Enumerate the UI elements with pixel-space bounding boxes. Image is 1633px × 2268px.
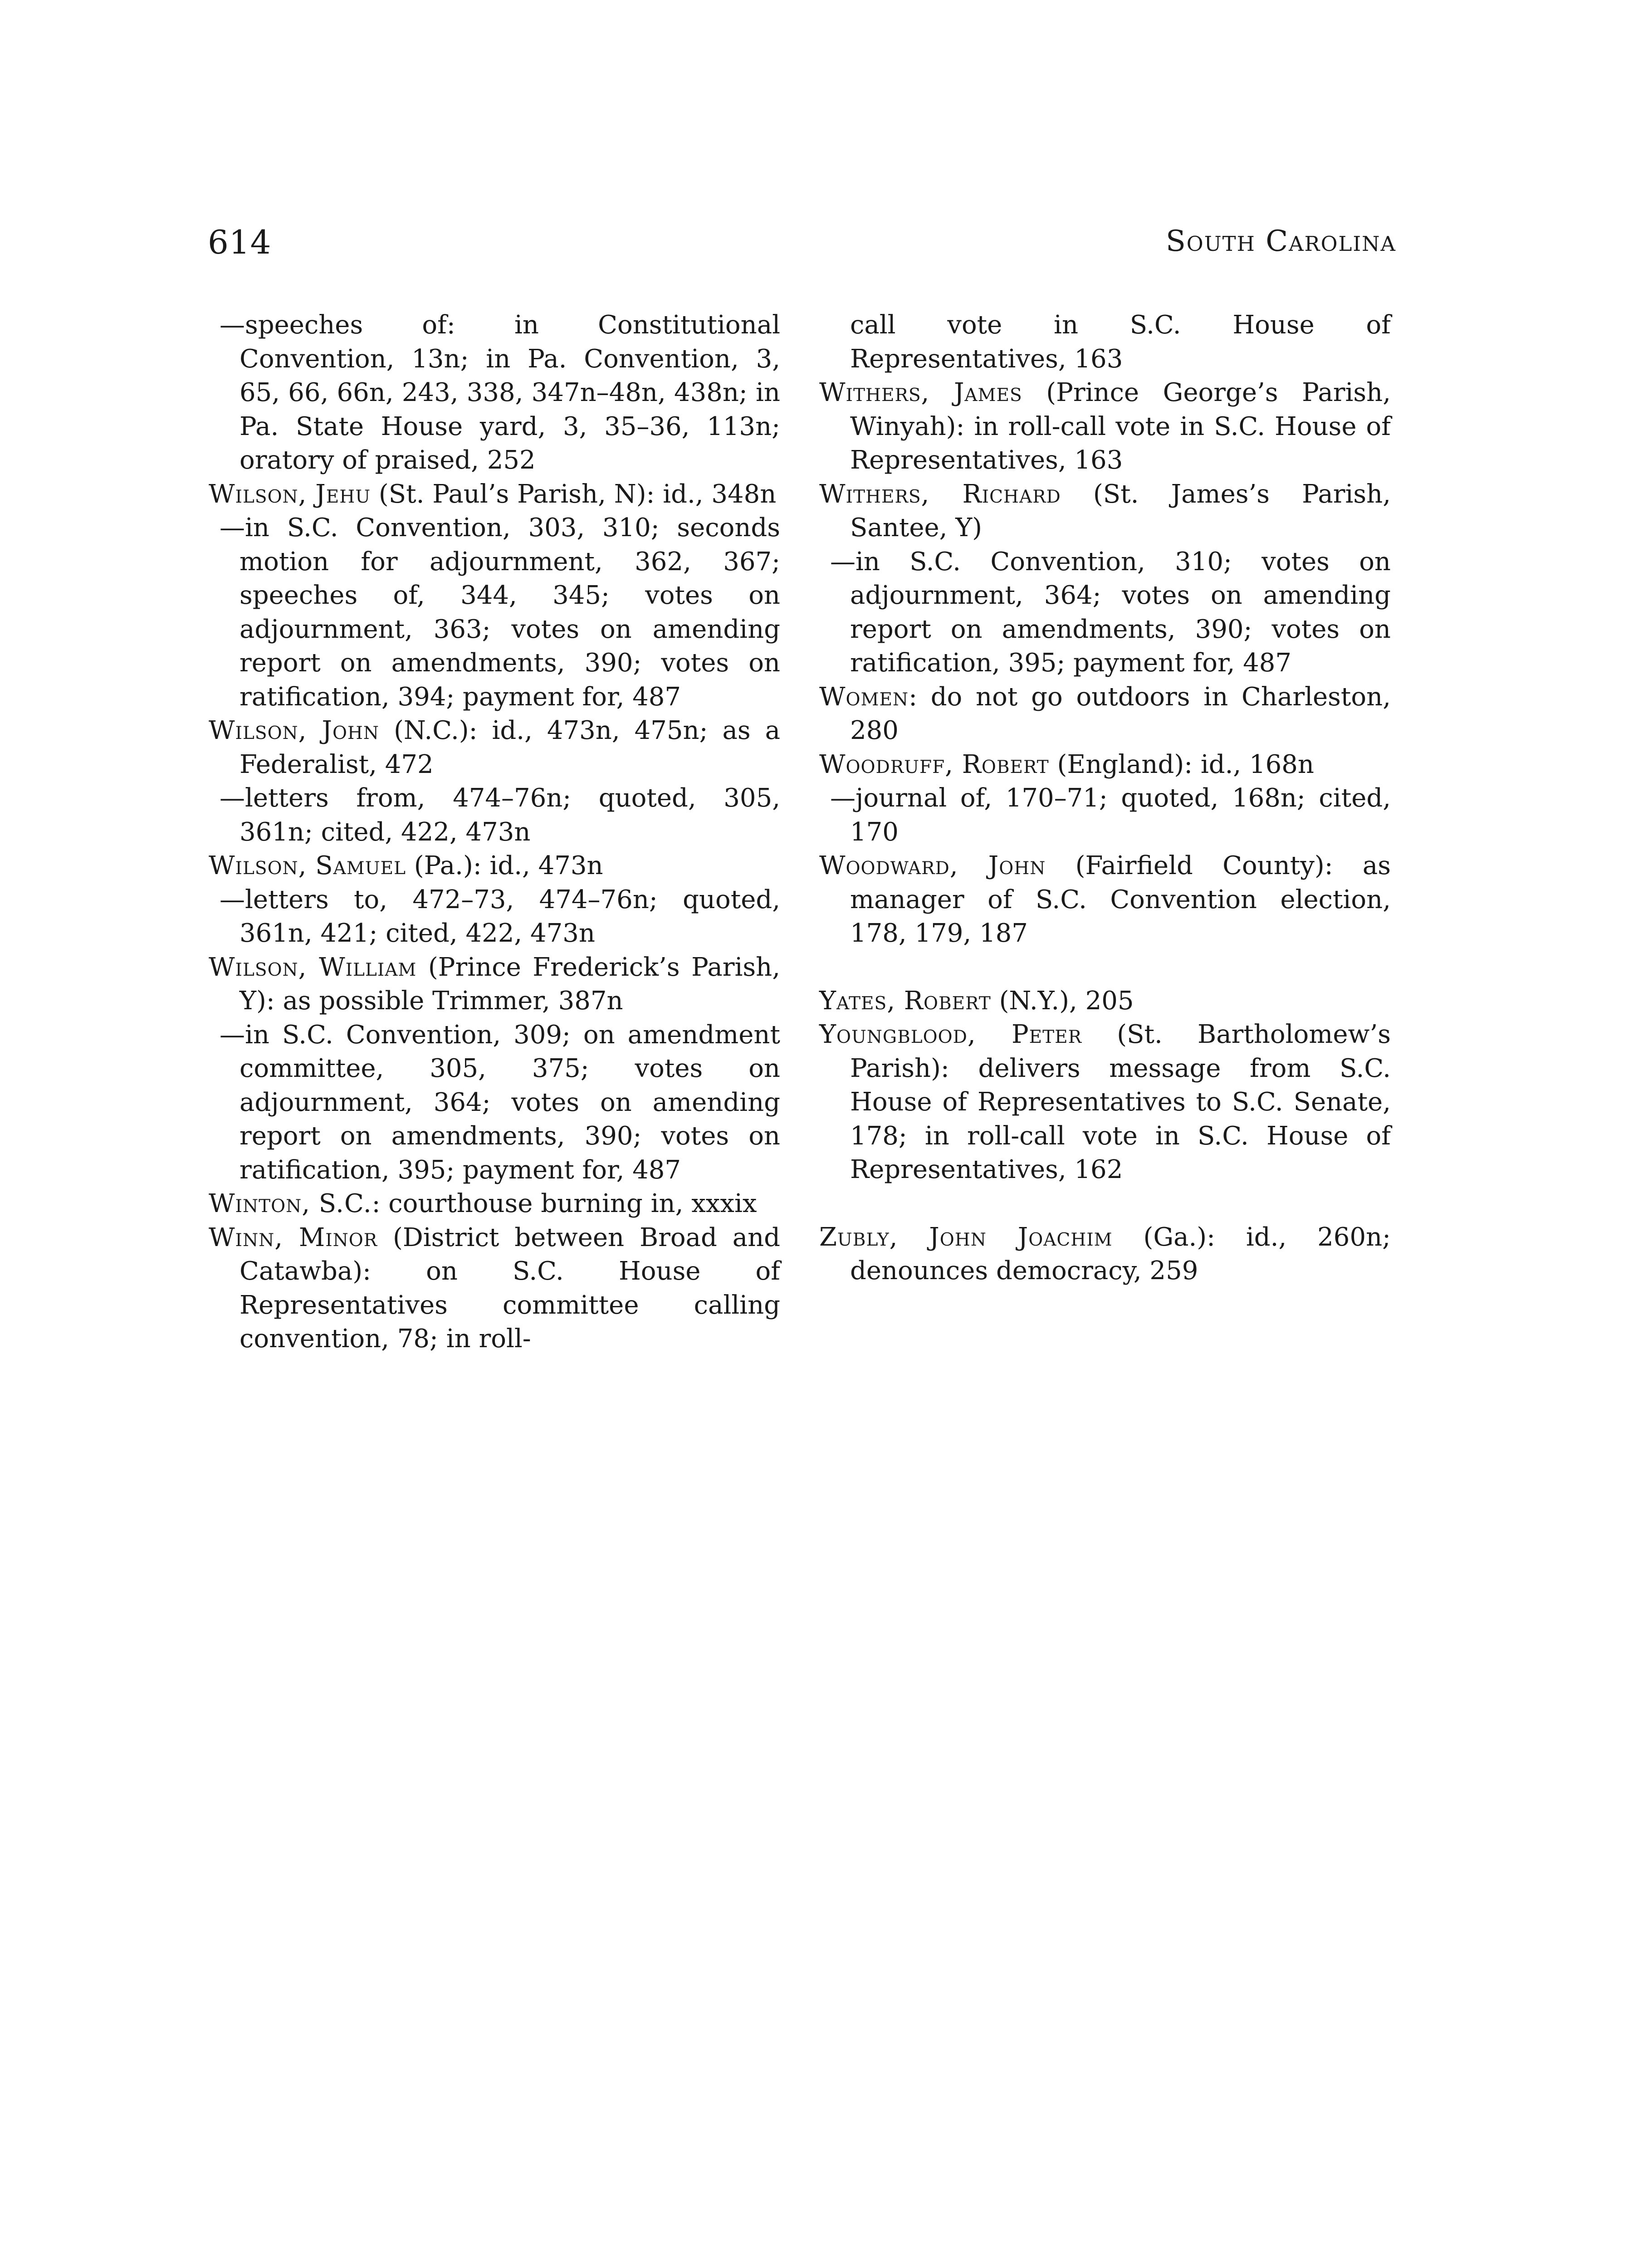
entry-text: —in S.C. Convention, 309; on amendment committee, 305, 375; votes on adjournment, 364; votes on amending report on amendments, 390; votes on ratification, 395; payment for, 487 — [220, 1020, 780, 1185]
entry-text: —speeches of: in Constitutional Convention, 13n; in Pa. Convention, 3, 65, 66, 66n, 243, 338, 347n–48n, 438n; in Pa. State House yard, 3, 35–36, 113n; oratory of praised, 252 — [220, 310, 780, 475]
entry-heading: Woodruff, Robert — [819, 749, 1049, 779]
entry-text: call vote in S.C. House of Representatives, 163 — [850, 310, 1391, 374]
entry-heading: Winton, S.C. — [209, 1189, 372, 1218]
entry-heading: Yates, Robert — [819, 986, 991, 1016]
index-entry — [819, 1018, 1391, 1187]
entry-text: (St. Bartholomew’s Parish): delivers message from S.C. House of Representatives to S.C. Senate, 178; in roll-call vote in S.C. House of Representatives, 162 — [850, 1020, 1391, 1184]
index-column-left — [209, 308, 780, 1356]
index-subentry — [819, 782, 1391, 849]
letter-group-gap — [819, 1187, 1391, 1221]
letter-group-gap — [819, 951, 1391, 984]
entry-text: (Ga.): id., 260n; denounces democracy, 259 — [850, 1222, 1391, 1286]
entry-heading: Wilson, William — [209, 952, 417, 982]
entry-text: —letters from, 474–76n; quoted, 305, 361n; cited, 422, 473n — [220, 783, 780, 847]
index-column-right — [819, 308, 1391, 1288]
entry-text: : courthouse burning in, xxxix — [372, 1189, 757, 1218]
entry-text: (Prince Frederick’s Parish, Y): as possible Trimmer, 387n — [240, 952, 780, 1016]
index-entry — [209, 478, 780, 512]
entry-text: —letters to, 472–73, 474–76n; quoted, 361n, 421; cited, 422, 473n — [220, 885, 780, 948]
index-subentry — [209, 782, 780, 849]
index-entry — [209, 849, 780, 883]
index-entry — [819, 1221, 1391, 1288]
page-number: 614 — [208, 223, 272, 261]
index-entry — [819, 748, 1391, 782]
entry-text: : do not go outdoors in Charleston, 280 — [850, 682, 1391, 745]
entry-text: (Fairfield County): as manager of S.C. Convention election, 178, 179, 187 — [850, 851, 1391, 948]
entry-heading: Withers, Richard — [819, 479, 1061, 509]
index-subentry — [209, 308, 780, 478]
entry-heading: Youngblood, Peter — [819, 1020, 1082, 1049]
entry-text: (N.C.): id., 473n, 475n; as a Federalist, 472 — [240, 716, 781, 779]
index-subentry — [819, 545, 1391, 680]
running-title: South Carolina — [1165, 225, 1396, 258]
entry-heading: Zubly, John Joachim — [819, 1222, 1113, 1252]
index-entry — [819, 984, 1391, 1018]
index-entry — [819, 680, 1391, 748]
index-entry — [209, 951, 780, 1018]
index-entry — [819, 478, 1391, 545]
entry-text: (Pa.): id., 473n — [406, 851, 603, 880]
index-subentry — [209, 511, 780, 714]
entry-text: (England): id., 168n — [1049, 749, 1314, 779]
entry-heading: Wilson, John — [209, 716, 380, 745]
index-subentry — [209, 883, 780, 951]
entry-text: —in S.C. Convention, 310; votes on adjournment, 364; votes on amending report on amendments, 390; votes on ratification, 395; payment for, 487 — [830, 547, 1391, 678]
entry-heading: Women — [819, 682, 909, 712]
entry-heading: Winn, Minor — [209, 1222, 378, 1252]
entry-heading: Wilson, Samuel — [209, 851, 406, 880]
entry-text: —journal of, 170–71; quoted, 168n; cited, 170 — [830, 783, 1391, 847]
index-entry — [209, 1187, 780, 1221]
entry-heading: Woodward, John — [819, 851, 1046, 880]
entry-text: (St. James’s Parish, Santee, Y) — [850, 479, 1391, 543]
index-subentry — [209, 1018, 780, 1188]
index-entry — [209, 1221, 780, 1356]
entry-text: (District between Broad and Catawba): on S.C. House of Representatives committee calling convention, 78; in roll- — [240, 1222, 781, 1354]
index-entry — [209, 714, 780, 782]
index-entry-continuation — [819, 308, 1391, 376]
entry-heading: Wilson, Jehu — [209, 479, 371, 509]
entry-text: —in S.C. Convention, 303, 310; seconds motion for adjournment, 362, 367; speeches of, 344, 345; votes on adjournment, 363; votes on amending report on amendments, 390; votes on ratification, 394; payment for, 487 — [220, 513, 780, 712]
entry-text: (Prince George’s Parish, Winyah): in roll-call vote in S.C. House of Representatives, 163 — [850, 378, 1391, 475]
entry-heading: Withers, James — [819, 378, 1022, 407]
index-entry — [819, 376, 1391, 478]
entry-text: (St. Paul’s Parish, N): id., 348n — [371, 479, 777, 509]
entry-text: (N.Y.), 205 — [991, 986, 1134, 1016]
index-entry — [819, 849, 1391, 951]
